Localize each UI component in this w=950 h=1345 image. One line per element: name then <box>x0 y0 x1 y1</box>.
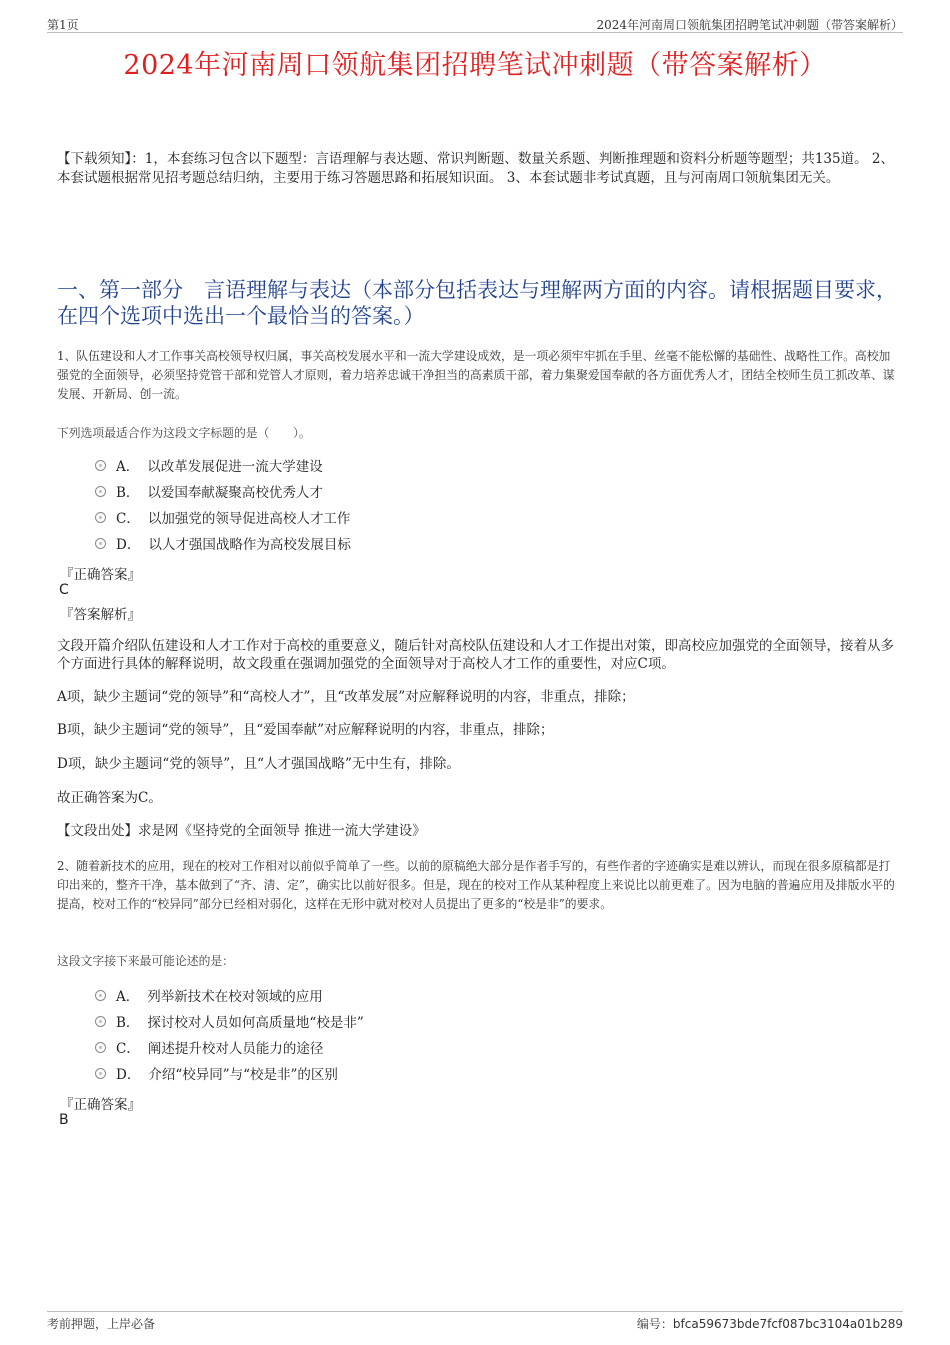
download-notice: 【下载须知】：1，本套练习包含以下题型：言语理解与表达题、常识判断题、数量关系题、判断推理题和资料分析题等题型；共135道。 2、本套试题根据常见招考题总结归纳，主要用于练习答题思路和拓展知识面。 3、本套试题非考试真题，且与河南周口领航集团无关。 <box>57 151 894 186</box>
source-citation: 【文段出处】求是网《坚持党的全面领导 推进一流大学建设》 <box>57 823 426 839</box>
document-code: 编号：bfca59673bde7fcf087bc3104a01b289 <box>636 1317 903 1331</box>
radio-icon[interactable] <box>95 1042 106 1053</box>
radio-icon[interactable] <box>95 538 106 549</box>
option-c[interactable]: C． 阐述提升校对人员能力的途径 <box>95 1034 364 1060</box>
page-number: 第1页 <box>47 18 79 32</box>
section-heading: 一、第一部分 言语理解与表达（本部分包括表达与理解两方面的内容。请根据题目要求，在四个选项中选出一个最恰当的答案。） <box>57 278 897 328</box>
answer-label: 『正确答案』 <box>60 1097 141 1113</box>
option-d[interactable]: D． 以人才强国战略作为高校发展目标 <box>95 530 351 556</box>
question-2-prompt: 这段文字接下来最可能论述的是： <box>57 954 234 968</box>
document-title: 2024年河南周口领航集团招聘笔试冲刺题（带答案解析） <box>123 50 827 81</box>
radio-icon[interactable] <box>95 512 106 523</box>
analysis-paragraph: B项，缺少主题词“党的领导”，且“爱国奉献”对应解释说明的内容，非重点，排除； <box>57 722 554 738</box>
footer-slogan: 考前押题，上岸必备 <box>47 1317 156 1331</box>
radio-icon[interactable] <box>95 990 106 1001</box>
radio-icon[interactable] <box>95 1016 106 1027</box>
option-a[interactable]: A． 以改革发展促进一流大学建设 <box>95 452 351 478</box>
option-b[interactable]: B． 以爱国奉献凝聚高校优秀人才 <box>95 478 351 504</box>
answer-value: C <box>59 582 69 598</box>
radio-icon[interactable] <box>95 1068 106 1079</box>
question-1-text: 1、队伍建设和人才工作事关高校领导权归属，事关高校发展水平和一流大学建设成效，是一项必须牢牢抓在手里、丝毫不能松懈的基础性、战略性工作。高校加强党的全面领导，必须坚持党管干部和党管人才原则，着力培养忠诚干净担当的高素质干部，着力集聚爱国奉献的各方面优秀人才，团结全校师生员工抓改革、谋发展、开新局、创一流。 <box>57 349 895 401</box>
answer-value: B <box>59 1112 69 1128</box>
option-d[interactable]: D． 介绍“校异同”与“校是非”的区别 <box>95 1060 364 1086</box>
analysis-paragraph: D项，缺少主题词“党的领导”，且“人才强国战略”无中生有，排除。 <box>57 756 460 772</box>
answer-label: 『正确答案』 <box>60 567 141 583</box>
analysis-label: 『答案解析』 <box>60 607 141 623</box>
radio-icon[interactable] <box>95 460 106 471</box>
option-c[interactable]: C． 以加强党的领导促进高校人才工作 <box>95 504 351 530</box>
option-a[interactable]: A． 列举新技术在校对领域的应用 <box>95 982 364 1008</box>
radio-icon[interactable] <box>95 486 106 497</box>
analysis-conclusion: 故正确答案为C。 <box>57 790 162 806</box>
question-2-options <box>95 982 364 1086</box>
header-doc-title: 2024年河南周口领航集团招聘笔试冲刺题（带答案解析） <box>596 18 903 32</box>
analysis-paragraph: 文段开篇介绍队伍建设和人才工作对于高校的重要意义，随后针对高校队伍建设和人才工作提出对策，即高校应加强党的全面领导，接着从多个方面进行具体的解释说明，故文段重在强调加强党的全面领导对于高校人才工作的重要性，对应C项。 <box>57 638 894 672</box>
page-header <box>47 14 903 33</box>
question-2-text: 2、随着新技术的应用，现在的校对工作相对以前似乎简单了一些。以前的原稿绝大部分是作者手写的，有些作者的字迹确实是难以辨认，而现在很多原稿都是打印出来的，整齐干净，基本做到了“齐、清、定”，确实比以前好很多。但是，现在的校对工作从某种程度上来说比以前更难了。因为电脑的普遍应用及排版水平的提高，校对工作的“校异同”部分已经相对弱化，这样在无形中就对校对人员提出了更多的“校是非”的要求。 <box>57 859 895 911</box>
option-b[interactable]: B． 探讨校对人员如何高质量地“校是非” <box>95 1008 364 1034</box>
question-1-prompt: 下列选项最适合作为这段文字标题的是（ ）。 <box>57 426 311 440</box>
question-1-options <box>95 452 351 556</box>
analysis-paragraph: A项，缺少主题词“党的领导”和“高校人才”，且“改革发展”对应解释说明的内容，非重点，排除； <box>57 689 635 705</box>
page-footer <box>47 1311 903 1332</box>
